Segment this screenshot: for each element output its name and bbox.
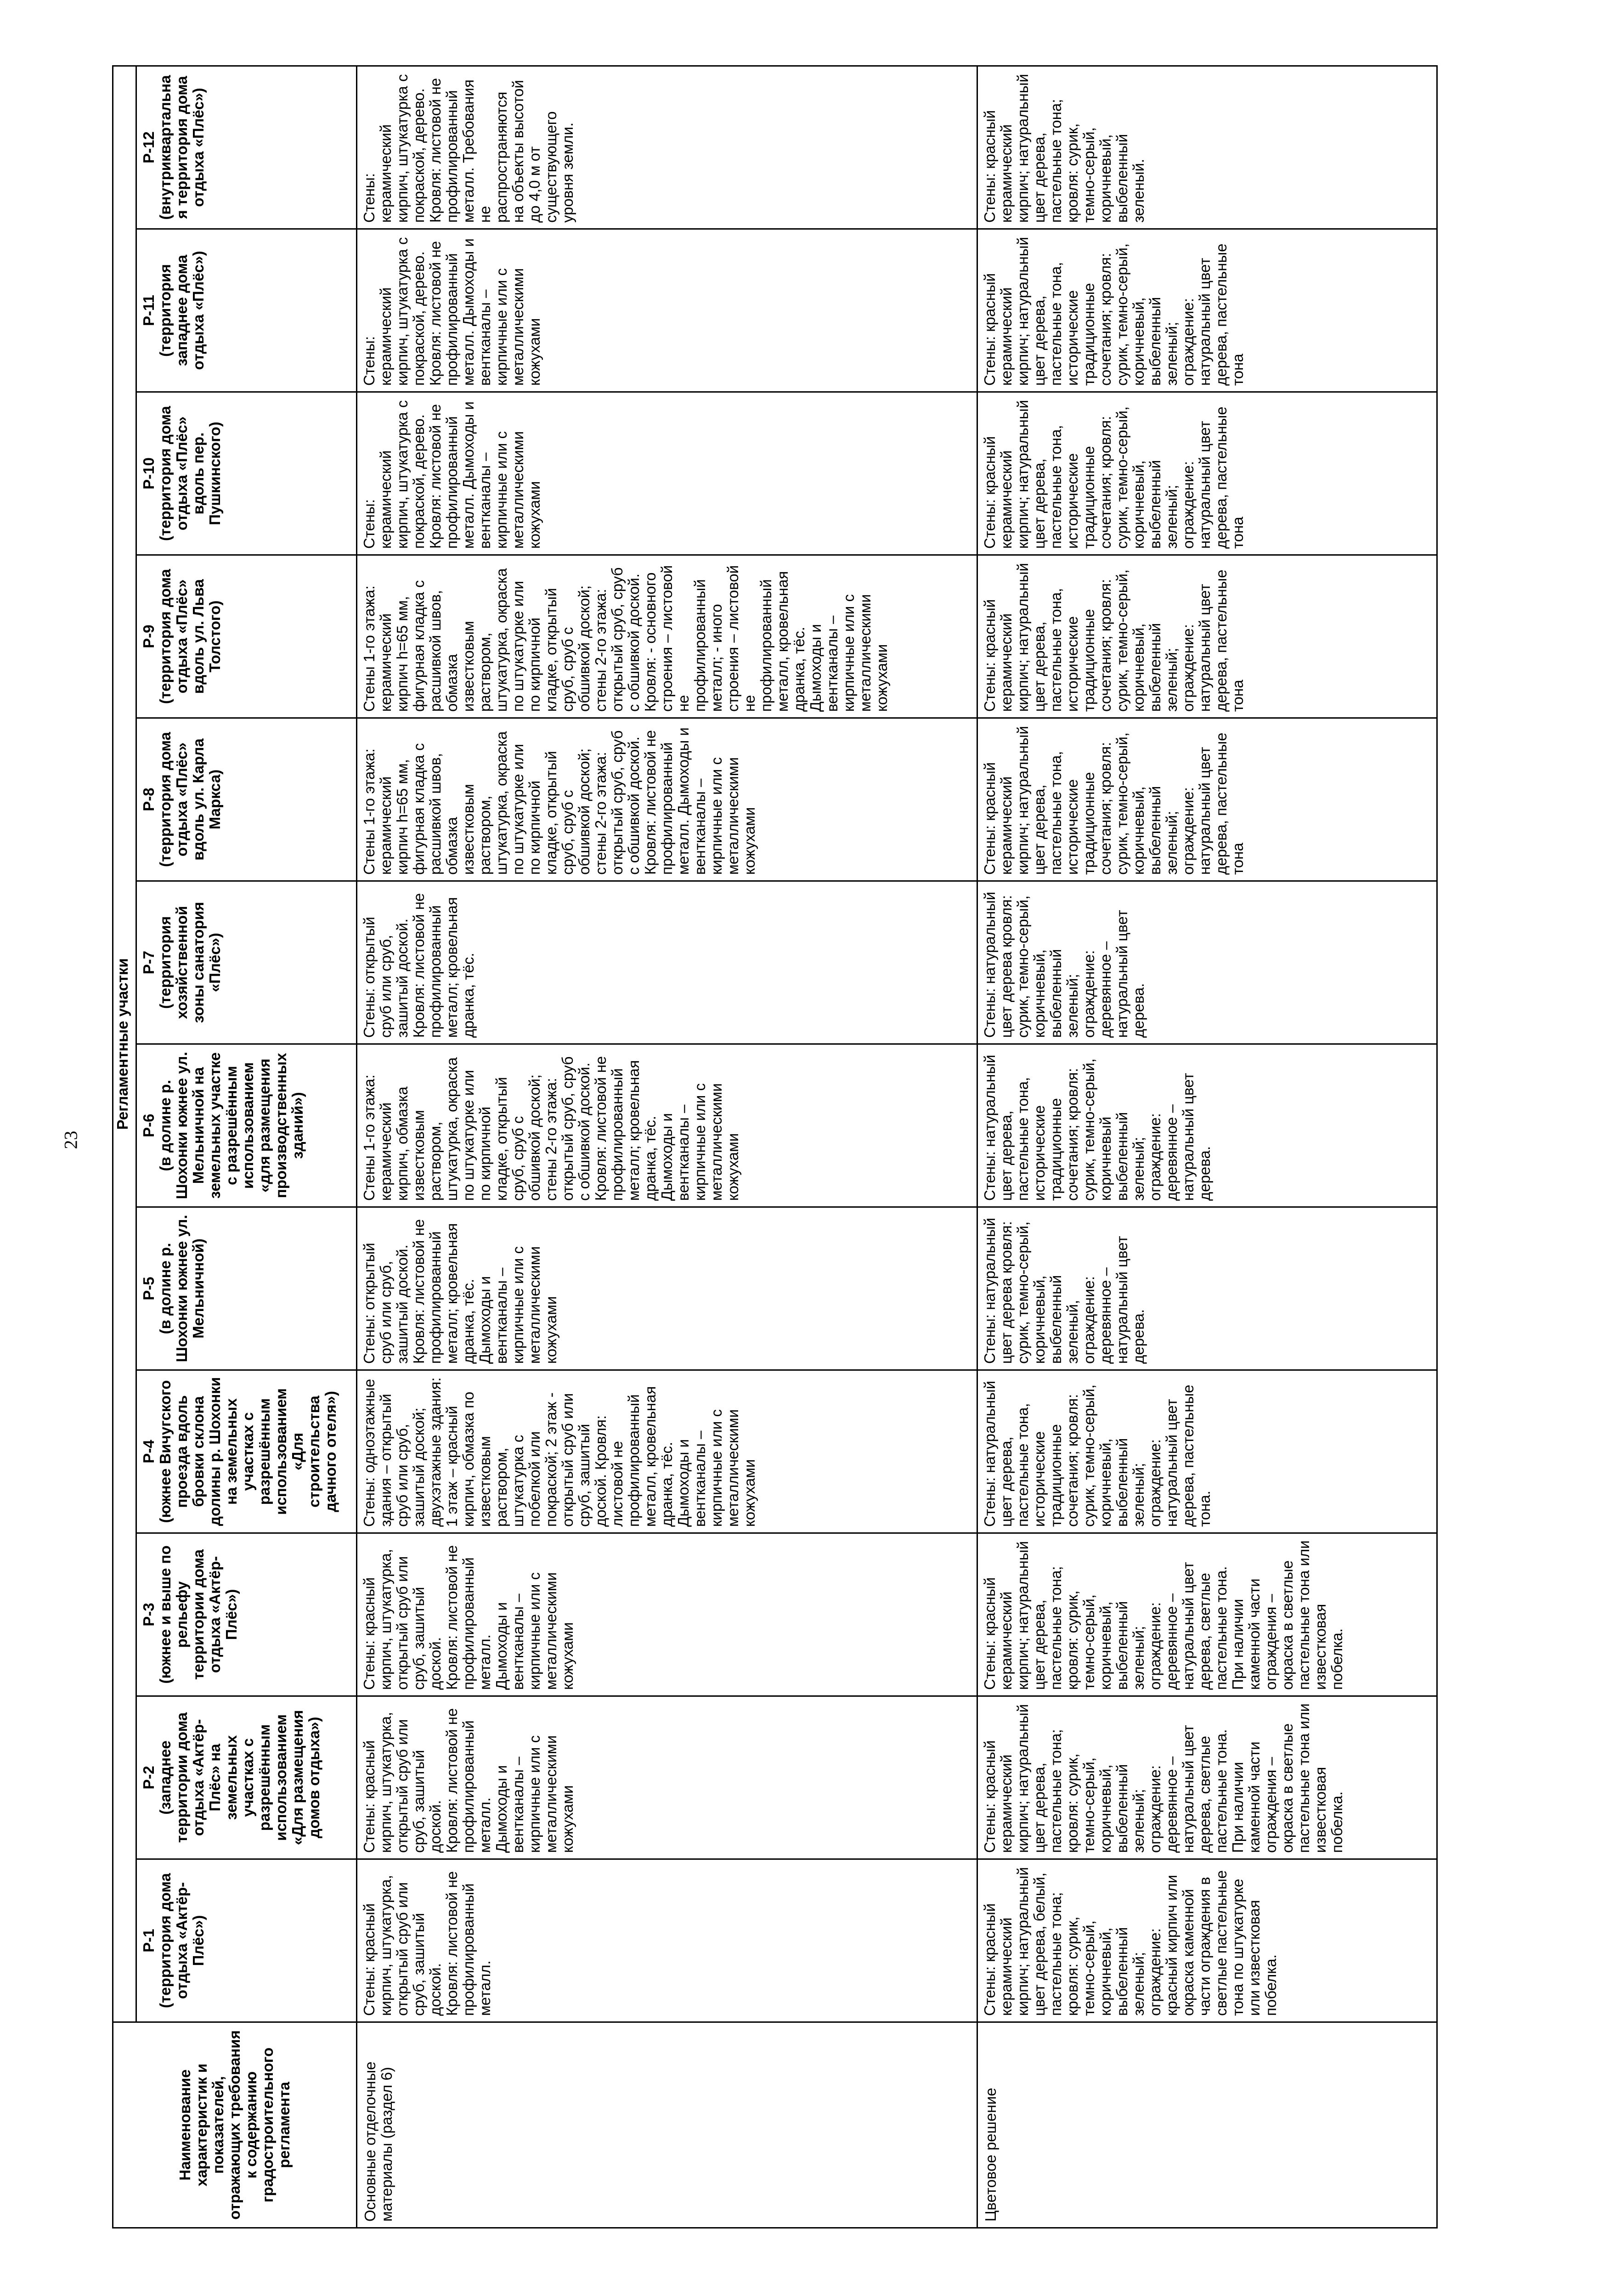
materials-row (357, 66, 977, 2228)
materials-cell-r11: Стены: керамический кирпич, штукатурка с покраской, дерево. Кровля: листовой не профилированный металл. Дымоходы и вентканалы – кирпичные или с металлическими кожухами (357, 229, 977, 392)
materials-cell-r9: Стены 1-го этажа: керамический кирпич h=65 мм, фигурная кладка с расшивкой швов, обмазка известковым раствором, штукатурка, окраска по штукатурке или по кирпичной кладке, открытый сруб, сруб с обшивкой доской; стены 2-го этажа: открытый сруб, сруб с обшивкой доской. Кровля: - основного строения – листовой не профилированный металл; - иного строения – листовой не профилированный металл, кровельная дранка, тёс. Дымоходы и вентканалы – кирпичные или с металлическими кожухами (357, 555, 977, 718)
row-label-color: Цветовое решение (977, 2022, 1437, 2228)
materials-cell-r7: Стены: открытый сруб или сруб, зашитый доской. Кровля: листовой не профилированный металл; кровельная дранка, тёс. (357, 881, 977, 1044)
color-cell-r2: Стены: красный керамический кирпич; натуральный цвет дерева, пастельные тона; кровля: сурик, темно-серый, коричневый, выбеленный зеленый; ограждение: деревянное – натуральный цвет дерева, светлые пастельные тона. При наличии каменной части ограждения – окраска в светлые пастельные тона или известковая побелка. (977, 1696, 1437, 1859)
color-cell-r1: Стены: красный керамический кирпич; натуральный цвет дерева, белый, пастельные тона; кровля: сурик, темно-серый, коричневый, выбеленный зеленый; ограждение: красный кирпич или окраска каменной части ограждения в светлые пастельные тона по штукатурке или известковая побелка. (977, 1859, 1437, 2022)
name-column-header: Наименование характеристик и показателей, отражающих требования к содержанию градостроительного регламента (113, 2022, 357, 2228)
color-cell-r4: Стены: натуральный цвет дерева, пастельные тона, исторические традиционные сочетания; кровля: сурик, темно-серый, коричневый, выбеленный зеленый; ограждение: натуральный цвет дерева, пастельные тона. (977, 1370, 1437, 1533)
column-header-r9: Р-9 (территория дома отдыха «Плёс» вдоль ул. Льва Толстого) (136, 555, 357, 718)
color-row (977, 66, 1437, 2228)
color-cell-r7: Стены: натуральный цвет дерева кровля: сурик, темно-серый, коричневый, выбеленный зеленый; ограждение: деревянное – натуральный цвет дерева. (977, 881, 1437, 1044)
column-header-r5: Р-5 (в долине р. Шохонки южнее ул. Мельничной) (136, 1207, 357, 1370)
column-header-r8: Р-8 (территория дома отдыха «Плёс» вдоль ул. Карла Маркса) (136, 718, 357, 881)
regulation-areas-header: Регламентные участки (113, 66, 136, 2022)
column-header-r12: Р-12 (внутриквартальная территория дома отдыха «Плёс») (136, 66, 357, 229)
color-cell-r6: Стены: натуральный цвет дерева, пастельные тона, исторические традиционные сочетания; кровля: сурик, темно-серый, коричневый выбеленный зеленый; ограждение: деревянное – натуральный цвет дерева. (977, 1044, 1437, 1207)
materials-cell-r12: Стены: керамический кирпич, штукатурка с покраской, дерево. Кровля: листовой не профилированный металл. Требования не распространяются на объекты высотой до 4,0 м от существующего уровня земли. (357, 66, 977, 229)
materials-cell-r2: Стены: красный кирпич, штукатурка, открытый сруб или сруб, зашитый доской. Кровля: листовой не профилированный металл. Дымоходы и вентканалы – кирпичные или с металлическими кожухами (357, 1696, 977, 1859)
materials-cell-r1: Стены: красный кирпич, штукатурка, открытый сруб или сруб, зашитый доской. Кровля: листовой не профилированный металл. (357, 1859, 977, 2022)
page-number: 23 (60, 1131, 81, 1149)
group-header-row (113, 66, 136, 2228)
column-header-r10: Р-10 (территория дома отдыха «Плёс» вдоль пер. Пушкинского) (136, 392, 357, 555)
rotated-table-page (112, 67, 1496, 2228)
color-cell-r5: Стены: натуральный цвет дерева кровля: сурик, темно-серый, коричневый, выбеленный зеленый, ограждение: деревянное – натуральный цвет дерева. (977, 1207, 1437, 1370)
materials-cell-r4: Стены: одноэтажные здания – открытый сруб или сруб, зашитый доской; двухэтажные здания: 1 этаж – красный кирпич, обмазка по известковым раствором, штукатурка с побелкой или покраской; 2 этаж - открытый сруб или сруб, зашитый доской. Кровля: листовой не профилированный металл, кровельная дранка, тёс. Дымоходы и вентканалы – кирпичные или с металлическими кожухами (357, 1370, 977, 1533)
color-cell-r11: Стены: красный керамический кирпич; натуральный цвет дерева, пастельные тона, исторические традиционные сочетания; кровля: сурик, темно-серый, коричневый, выбеленный зеленый; ограждение: натуральный цвет дерева, пастельные тона (977, 229, 1437, 392)
column-header-r3: Р-3 (южнее и выше по рельефу территории дома отдыха «Актёр-Плёс») (136, 1533, 357, 1696)
color-cell-r9: Стены: красный керамический кирпич; натуральный цвет дерева, пастельные тона, исторические традиционные сочетания; кровля: сурик, темно-серый, коричневый, выбеленный зеленый; ограждение: натуральный цвет дерева, пастельные тона (977, 555, 1437, 718)
materials-cell-r8: Стены 1-го этажа: керамический кирпич h=65 мм, фигурная кладка с расшивкой швов, обмазка известковым раствором, штукатурка, окраска по штукатурке или по кирпичной кладке, открытый сруб, сруб с обшивкой доской; стены 2-го этажа: открытый сруб, сруб с обшивкой доской. Кровля: листовой не профилированный металл. Дымоходы и вентканалы – кирпичные или с металлическими кожухами (357, 718, 977, 881)
column-header-r11: Р-11 (территория западнее дома отдыха «Плёс») (136, 229, 357, 392)
column-header-row (136, 66, 357, 2228)
materials-cell-r10: Стены: керамический кирпич, штукатурка с покраской, дерево. Кровля: листовой не профилированный металл. Дымоходы и вентканалы – кирпичные или с металлическими кожухами (357, 392, 977, 555)
materials-cell-r6: Стены 1-го этажа: керамический кирпич, обмазка известковым раствором, штукатурка, окраска по штукатурке или по кирпичной кладке, открытый сруб, сруб с обшивкой доской; стены 2-го этажа: открытый сруб, сруб с обшивкой доской. Кровля: листовой не профилированный металл; кровельная дранка, тёс. Дымоходы и вентканалы – кирпичные или с металлическими кожухами (357, 1044, 977, 1207)
color-cell-r3: Стены: красный керамический кирпич; натуральный цвет дерева, пастельные тона; кровля: сурик, темно-серый, коричневый, выбеленный зеленый; ограждение: деревянное – натуральный цвет дерева, светлые пастельные тона. При наличии каменной части ограждения – окраска в светлые пастельные тона или известковая побелка. (977, 1533, 1437, 1696)
color-cell-r12: Стены: красный керамический кирпич; натуральный цвет дерева, пастельные тона; кровля: сурик, темно-серый, коричневый, выбеленный зеленый. (977, 66, 1437, 229)
color-cell-r8: Стены: красный керамический кирпич; натуральный цвет дерева, пастельные тона, исторические традиционные сочетания; кровля: сурик, темно-серый, коричневый, выбеленный зеленый; ограждение: натуральный цвет дерева, пастельные тона (977, 718, 1437, 881)
column-header-r2: Р-2 (западнее территории дома отдыха «Актёр-Плёс» на земельных участках с разрешённым использованием «Для размещения домов отдыха») (136, 1696, 357, 1859)
regulation-table (112, 65, 1438, 2228)
color-cell-r10: Стены: красный керамический кирпич; натуральный цвет дерева, пастельные тона, исторические традиционные сочетания; кровля: сурик, темно-серый, коричневый, выбеленный зеленый; ограждение: натуральный цвет дерева, пастельные тона (977, 392, 1437, 555)
row-label-materials: Основные отделочные материалы (раздел 6) (357, 2022, 977, 2228)
materials-cell-r5: Стены: открытый сруб или сруб, зашитый доской. Кровля: листовой не профилированный металл; кровельная дранка, тёс. Дымоходы и вентканалы – кирпичные или с металлическими кожухами (357, 1207, 977, 1370)
column-header-r4: Р-4 (южнее Вичугского проезда вдоль бровки склона долины р. Шохонки на земельных участках с разрешённым использованием «Для строительства дачного отеля») (136, 1370, 357, 1533)
column-header-r7: Р-7 (территория хозяйственной зоны санатория «Плёс») (136, 881, 357, 1044)
column-header-r6: Р-6 (в долине р. Шохонки южнее ул. Мельничной на земельных участке с разрешённым использованием «для размещения производственных зданий») (136, 1044, 357, 1207)
materials-cell-r3: Стены: красный кирпич, штукатурка, открытый сруб или сруб, зашитый доской. Кровля: листовой не профилированный металл. Дымоходы и вентканалы – кирпичные или с металлическими кожухами (357, 1533, 977, 1696)
column-header-r1: Р-1 (территория дома отдыха «Актёр- Плёс») (136, 1859, 357, 2022)
